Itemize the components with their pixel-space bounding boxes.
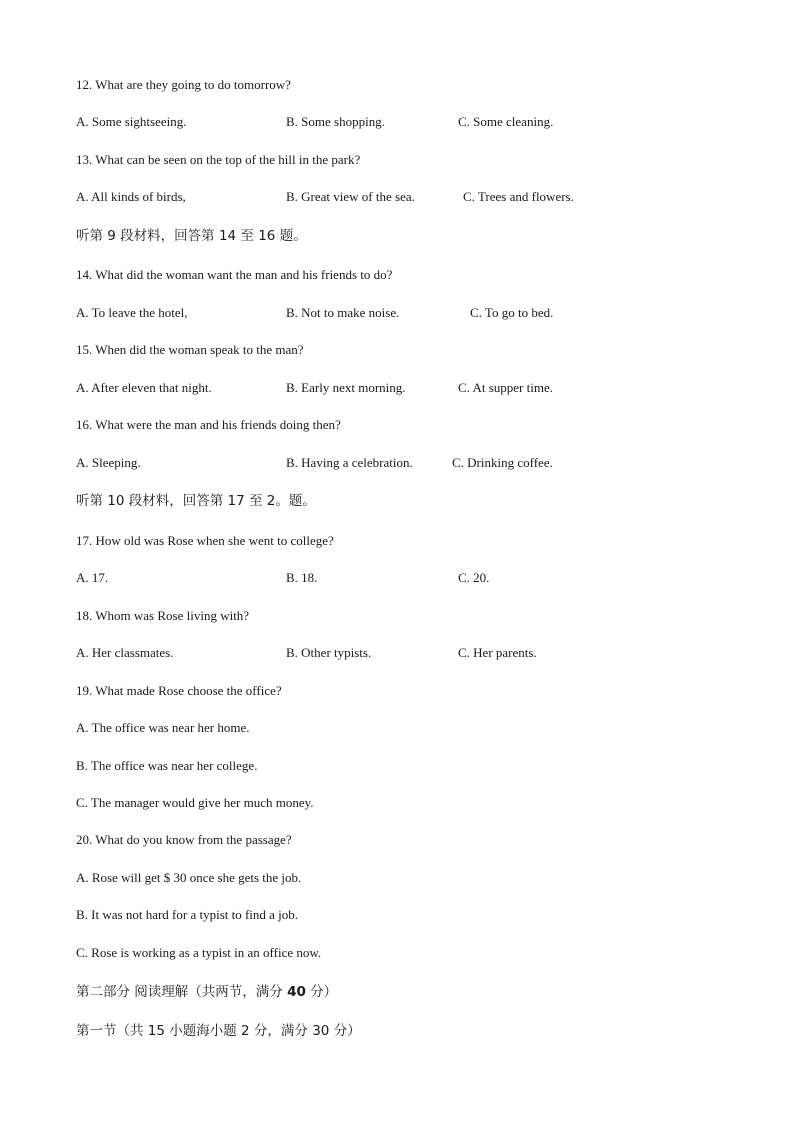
q12-option-a: A. Some sightseeing. <box>76 114 187 129</box>
q19-option-c: C. The manager would give her much money. <box>76 795 314 810</box>
part-2-score: 40 <box>287 984 306 1000</box>
section-9-instruction <box>76 228 307 244</box>
q15-option-b: B. Early next morning. <box>286 380 406 395</box>
q12-option-c: C. Some cleaning. <box>458 114 554 129</box>
question-16: 16. What were the man and his friends doing then? <box>76 417 341 432</box>
q17-option-c: C. 20. <box>458 570 490 585</box>
q18-option-c: C. Her parents. <box>458 645 537 660</box>
part-2-text-end: 分） <box>305 984 338 1000</box>
q12-option-b: B. Some shopping. <box>286 114 385 129</box>
question-14: 14. What did the woman want the man and his friends to do? <box>76 267 393 282</box>
q20-option-c: C. Rose is working as a typist in an office now. <box>76 945 322 960</box>
question-15: 15. When did the woman speak to the man? <box>76 342 304 357</box>
q19-option-a: A. The office was near her home. <box>76 720 250 735</box>
q16-option-b: B. Having a celebration. <box>286 455 413 470</box>
question-17: 17. How old was Rose when she went to college? <box>76 533 334 548</box>
part-2-text: 第二部分 阅读理解（共两节，满分 <box>76 984 288 1000</box>
q13-option-c: C. Trees and flowers. <box>463 189 574 204</box>
q14-option-c: C. To go to bed. <box>470 305 554 320</box>
q16-option-c: C. Drinking coffee. <box>452 455 553 470</box>
section-10-instruction: 听第 10 段材料，回答第 17 至 2。题。 <box>76 493 316 509</box>
question-20: 20. What do you know from the passage? <box>76 832 292 847</box>
q17-option-a: A. 17. <box>76 570 109 585</box>
part-2-heading <box>76 984 337 1000</box>
q13-option-b: B. Great view of the sea. <box>286 189 415 204</box>
q20-option-a: A. Rose will get $ 30 once she gets the job. <box>76 870 302 885</box>
q19-option-b: B. The office was near her college. <box>76 758 258 773</box>
q14-option-a: A. To leave the hotel, <box>76 305 188 320</box>
question-12: 12. What are they going to do tomorrow? <box>76 77 291 92</box>
section-1-heading: 第一节（共 15 小题海小题 2 分，满分 30 分） <box>76 1023 361 1039</box>
q13-option-a: A. All kinds of birds, <box>76 189 186 204</box>
q18-option-b: B. Other typists. <box>286 645 372 660</box>
question-18: 18. Whom was Rose living with? <box>76 608 250 623</box>
q15-option-c: C. At supper time. <box>458 380 553 395</box>
q20-option-b: B. It was not hard for a typist to find a job. <box>76 907 299 922</box>
question-13: 13. What can be seen on the top of the hill in the park? <box>76 152 361 167</box>
q18-option-a: A. Her classmates. <box>76 645 174 660</box>
q15-option-a: A. After eleven that night. <box>76 380 212 395</box>
question-19: 19. What made Rose choose the office? <box>76 683 282 698</box>
section-9-text: 听第 9 段材料，回答第 14 至 16 题。 <box>76 228 307 244</box>
q16-option-a: A. Sleeping. <box>76 455 141 470</box>
q14-option-b: B. Not to make noise. <box>286 305 400 320</box>
q17-option-b: B. 18. <box>286 570 318 585</box>
